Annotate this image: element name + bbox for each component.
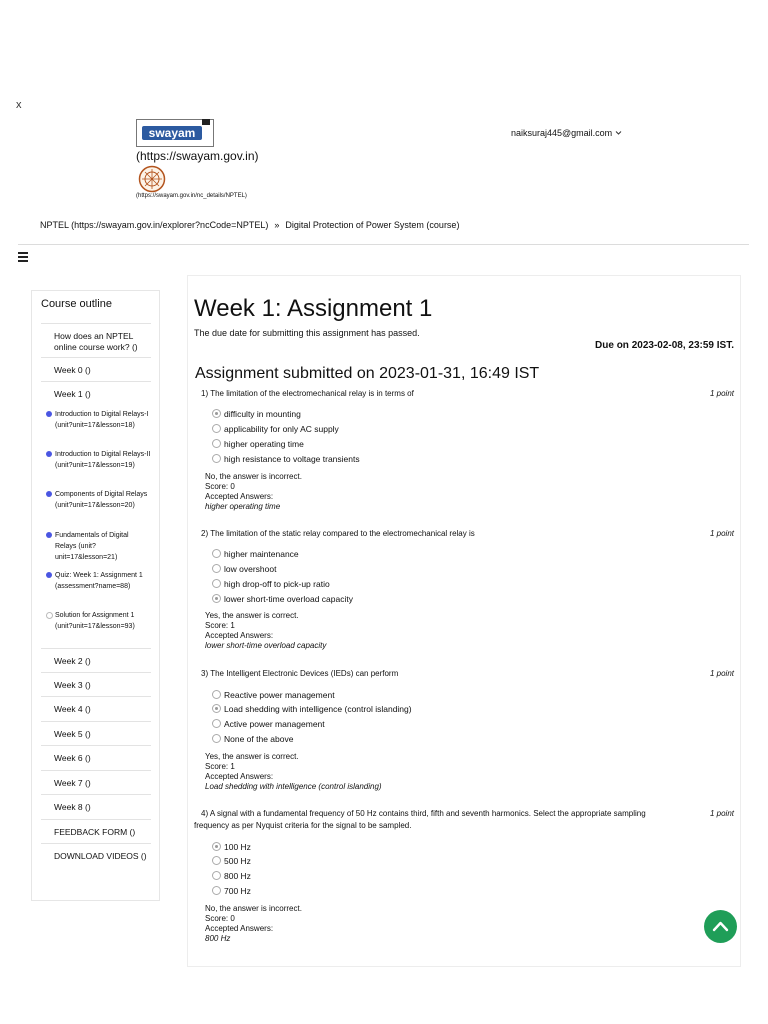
radio-icon — [212, 454, 221, 463]
sidebar-item-label: Week 5 () — [54, 729, 91, 739]
option-label: 700 Hz — [224, 886, 251, 896]
option-label: higher maintenance — [224, 549, 299, 559]
assignment-panel — [187, 275, 741, 967]
question-2-option[interactable] — [212, 564, 276, 574]
sidebar-item-label: Week 4 () — [54, 704, 91, 714]
sidebar-subitem-label: Introduction to Digital Relays-II (unit?unit=17&lesson=19) — [55, 451, 151, 469]
sidebar-item-week-8[interactable] — [41, 794, 151, 820]
sidebar-item-week-2[interactable] — [41, 648, 151, 673]
page-title: Week 1: Assignment 1 — [194, 295, 433, 322]
sidebar-item-label: Week 3 () — [54, 680, 91, 690]
accepted-answer: higher operating time — [205, 502, 281, 511]
sidebar-item-label: Week 1 () — [54, 389, 91, 399]
option-label: 500 Hz — [224, 856, 251, 866]
sidebar-subitem-label: Quiz: Week 1: Assignment 1 (assessment?name=88) — [55, 572, 143, 590]
option-label: difficulty in mounting — [224, 409, 301, 419]
question-3-feedback — [205, 752, 382, 792]
status-dot — [46, 572, 52, 578]
question-4-points: 1 point — [709, 809, 734, 818]
sidebar-item-label: Week 0 () — [54, 365, 91, 375]
option-label: Reactive power management — [224, 690, 335, 700]
feedback-text: Yes, the answer is correct. — [205, 752, 299, 761]
option-label: applicability for only AC supply — [224, 424, 339, 434]
radio-icon — [212, 594, 221, 603]
option-label: Load shedding with intelligence (control islanding) — [224, 704, 412, 714]
sidebar-item-feedback-form[interactable] — [41, 819, 151, 844]
accepted-answer: Load shedding with intelligence (control islanding) — [205, 782, 382, 791]
score-text: Score: 0 — [205, 914, 235, 923]
score-text: Score: 1 — [205, 762, 235, 771]
option-label: Active power management — [224, 719, 325, 729]
question-1-option[interactable] — [212, 424, 339, 434]
sidebar-item-label: Week 8 () — [54, 802, 91, 812]
question-1-text: 1) The limitation of the electromechanical relay is in terms of — [201, 389, 414, 398]
breadcrumb-nptel[interactable]: NPTEL (https://swayam.gov.in/explorer?ncCode=NPTEL) — [40, 220, 269, 230]
sidebar-item-label: FEEDBACK FORM () — [54, 827, 136, 837]
option-label: higher operating time — [224, 439, 304, 449]
header-divider — [18, 244, 749, 245]
question-4-option[interactable] — [212, 886, 251, 896]
radio-icon — [212, 704, 221, 713]
option-label: low overshoot — [224, 564, 277, 574]
radio-icon — [212, 842, 221, 851]
sidebar-item-label: DOWNLOAD VIDEOS () — [54, 851, 147, 861]
question-4-option[interactable] — [212, 856, 251, 866]
sidebar-subitem-label: Solution for Assignment 1 (unit?unit=17&lesson=93) — [55, 612, 135, 630]
question-2-option[interactable] — [212, 549, 299, 559]
accepted-label: Accepted Answers: — [205, 772, 274, 781]
status-dot — [46, 612, 53, 619]
sidebar-subitem-label: Introduction to Digital Relays-I (unit?unit=17&lesson=18) — [55, 411, 149, 429]
sidebar-item-week-3[interactable] — [41, 672, 151, 697]
sidebar-item-week-6[interactable] — [41, 745, 151, 771]
status-dot — [46, 411, 52, 417]
accepted-label: Accepted Answers: — [205, 492, 274, 501]
sidebar-subitem-label: Components of Digital Relays (unit?unit=17&lesson=20) — [55, 491, 148, 509]
submission-status: Assignment submitted on 2023-01-31, 16:49 IST — [195, 365, 540, 382]
course-outline-sidebar — [31, 290, 160, 901]
sidebar-item-download-videos[interactable] — [41, 843, 151, 884]
question-2-option[interactable] — [212, 579, 330, 589]
chevron-down-icon — [615, 130, 622, 136]
option-label: high drop-off to pick-up ratio — [224, 579, 330, 589]
radio-icon — [212, 564, 221, 573]
question-3-option[interactable] — [212, 734, 293, 744]
question-3-option[interactable] — [212, 704, 412, 714]
question-4-text — [201, 808, 691, 820]
option-label: 100 Hz — [224, 842, 251, 852]
breadcrumb-separator: » — [274, 220, 280, 230]
nptel-link[interactable]: (https://swayam.gov.in/nc_details/NPTEL) — [136, 193, 247, 199]
radio-icon — [212, 690, 221, 699]
radio-icon — [212, 734, 221, 743]
accepted-answer: 800 Hz — [205, 934, 231, 943]
sidebar-item-label: Week 7 () — [54, 778, 91, 788]
sidebar-item-how-it-works[interactable] — [41, 323, 151, 358]
sidebar-item-label: Week 6 () — [54, 753, 91, 763]
sidebar-item-label: How does an NPTEL online course work? () — [54, 331, 138, 352]
question-2-points: 1 point — [709, 529, 734, 538]
radio-icon — [212, 871, 221, 880]
question-3-option[interactable] — [212, 690, 335, 700]
feedback-text: No, the answer is incorrect. — [205, 904, 302, 913]
option-label: 800 Hz — [224, 871, 251, 881]
feedback-text: Yes, the answer is correct. — [205, 611, 299, 620]
radio-icon — [212, 719, 221, 728]
nptel-logo[interactable] — [138, 165, 166, 193]
swayam-logo[interactable] — [136, 119, 214, 147]
question-3-points: 1 point — [709, 669, 734, 678]
menu-icon[interactable] — [18, 250, 28, 264]
question-4-text-line: frequency as per Nyquist criteria for the signal to be sampled. — [194, 821, 412, 830]
status-dot — [46, 491, 52, 497]
status-dot — [46, 451, 52, 457]
radio-icon — [212, 856, 221, 865]
breadcrumb-course[interactable]: Digital Protection of Power System (course) — [285, 220, 460, 230]
option-label: lower short-time overload capacity — [224, 594, 353, 604]
question-1-option[interactable] — [212, 439, 304, 449]
question-4-option[interactable] — [212, 842, 251, 852]
radio-icon — [212, 549, 221, 558]
question-1-option[interactable] — [212, 409, 301, 419]
breadcrumb — [40, 220, 459, 230]
chevron-up-icon — [712, 919, 729, 933]
sidebar-item-week-7[interactable] — [41, 770, 151, 795]
radio-icon — [212, 409, 221, 418]
swayam-link[interactable]: (https://swayam.gov.in) — [136, 149, 259, 163]
due-note: The due date for submitting this assignment has passed. — [194, 328, 420, 338]
sidebar-item-week-1[interactable] — [41, 381, 151, 406]
sidebar-item-label: Week 2 () — [54, 656, 91, 666]
sidebar-item-week-0[interactable] — [41, 357, 151, 382]
sidebar-subitem-label: Fundamentals of Digital Relays (unit?unit=17&lesson=21) — [55, 532, 129, 561]
score-text: Score: 0 — [205, 482, 235, 491]
question-4-text-line: 4) A signal with a fundamental frequency of 50 Hz contains third, fifth and seventh harmonics. Select the appropriate sampling — [201, 809, 646, 818]
question-1-option[interactable] — [212, 454, 360, 464]
question-2-text: 2) The limitation of the static relay compared to the electromechanical relay is — [201, 529, 475, 538]
radio-icon — [212, 886, 221, 895]
question-2-feedback — [205, 611, 326, 651]
accepted-label: Accepted Answers: — [205, 924, 274, 933]
sidebar-item-week-4[interactable] — [41, 696, 151, 722]
course-outline-title: Course outline — [41, 298, 112, 310]
accepted-answer: lower short-time overload capacity — [205, 641, 327, 650]
question-1-points: 1 point — [709, 389, 734, 398]
accepted-label: Accepted Answers: — [205, 631, 274, 640]
question-4-feedback — [205, 904, 302, 944]
svg-text:swayam: swayam — [148, 126, 196, 140]
score-text: Score: 1 — [205, 621, 235, 630]
question-3-text: 3) The Intelligent Electronic Devices (IEDs) can perform — [201, 669, 399, 678]
user-menu[interactable] — [511, 128, 622, 138]
radio-icon — [212, 424, 221, 433]
option-label: None of the above — [224, 734, 294, 744]
question-4-option[interactable] — [212, 871, 251, 881]
radio-icon — [212, 439, 221, 448]
status-dot — [46, 532, 52, 538]
option-label: high resistance to voltage transients — [224, 454, 360, 464]
user-email: naiksuraj445@gmail.com — [511, 128, 613, 138]
due-date: Due on 2023-02-08, 23:59 IST. — [595, 340, 734, 351]
question-1-feedback — [205, 472, 302, 512]
question-2-option[interactable] — [212, 594, 353, 604]
sidebar-item-week-5[interactable] — [41, 721, 151, 746]
close-icon[interactable]: x — [16, 99, 22, 111]
radio-icon — [212, 579, 221, 588]
question-3-option[interactable] — [212, 719, 325, 729]
feedback-text: No, the answer is incorrect. — [205, 472, 302, 481]
scroll-to-top-button[interactable] — [704, 910, 737, 943]
